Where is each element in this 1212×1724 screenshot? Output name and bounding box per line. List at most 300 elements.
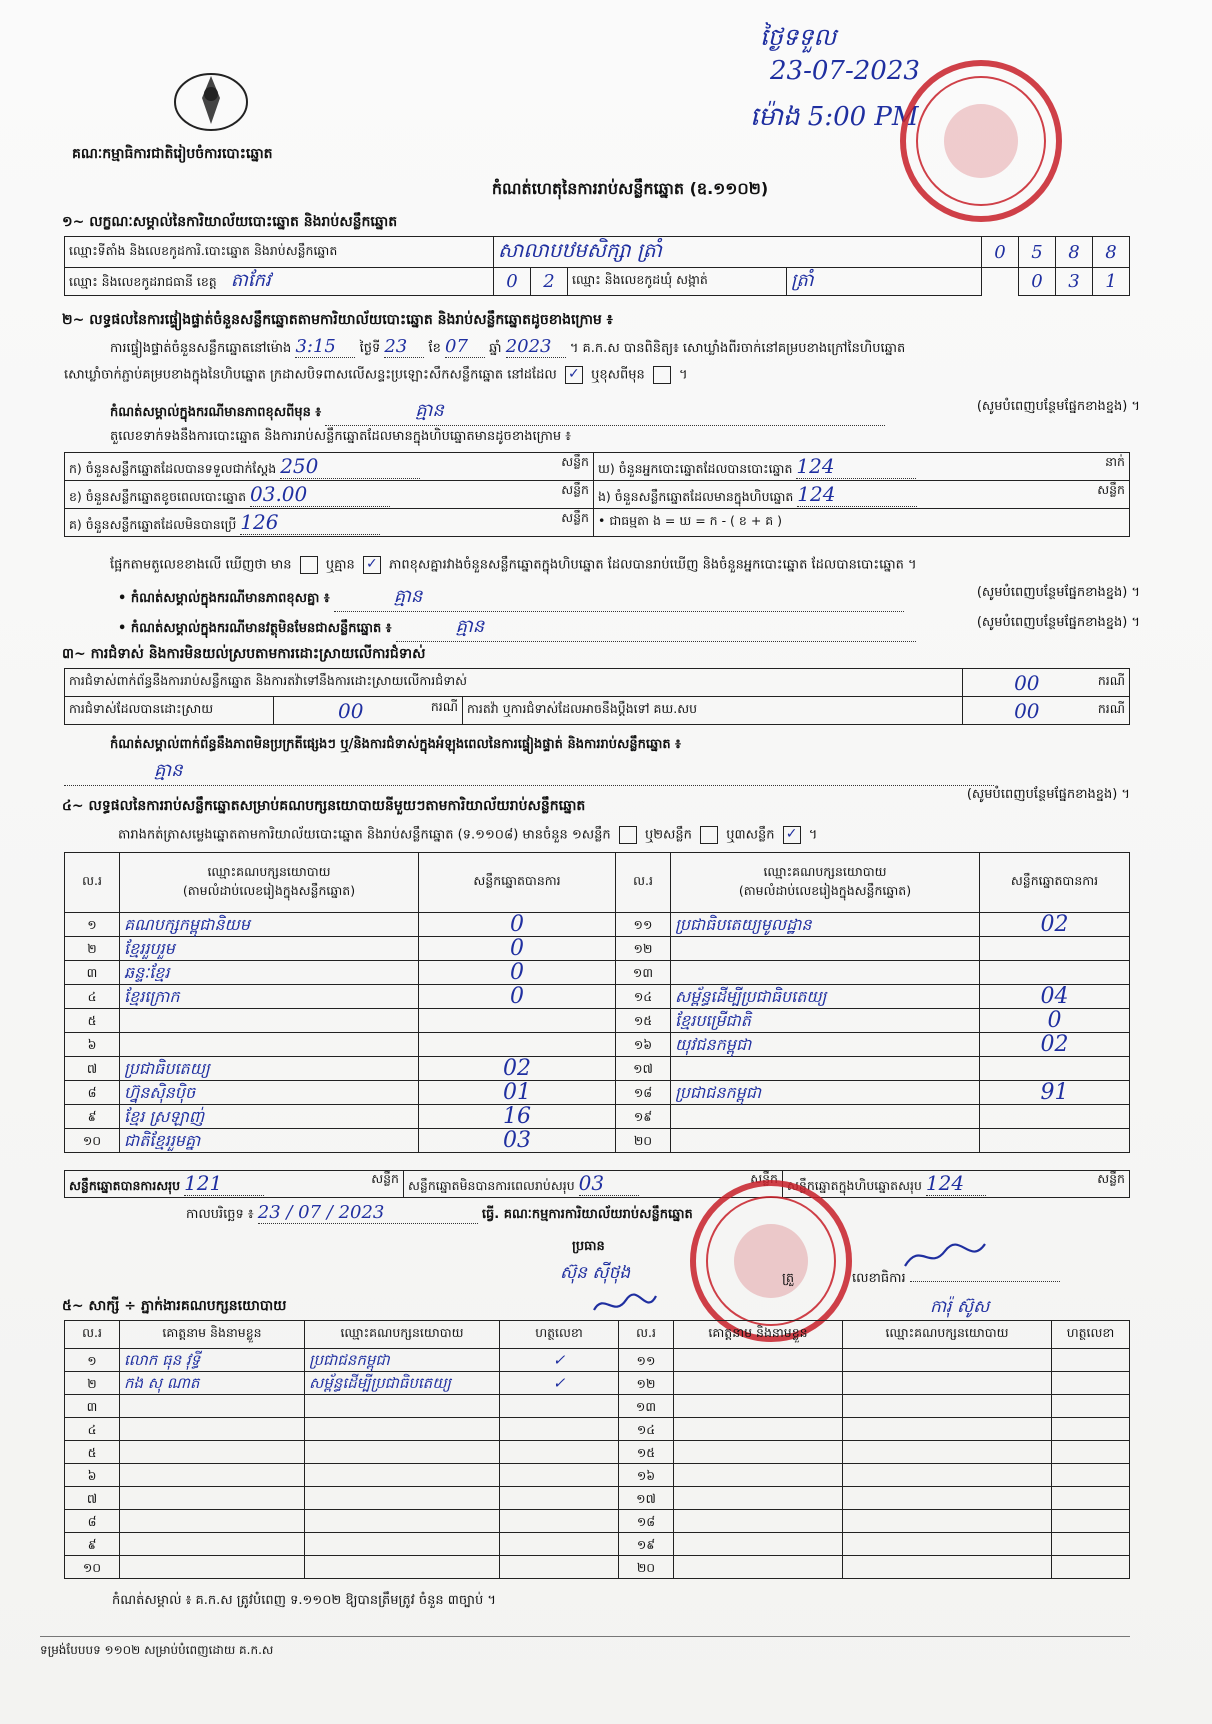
row-number: ១៧ bbox=[619, 1487, 674, 1510]
note-1-value: គ្មាន bbox=[325, 398, 885, 426]
col-sign: ហត្ថលេខា bbox=[500, 1321, 619, 1349]
party-name: ខ្មែរក្រោក bbox=[120, 985, 419, 1009]
party-name: ខ្មែរ ស្រឡាញ់ bbox=[120, 1105, 419, 1129]
ballots-received-label: ក) ចំនួនសន្លឹកឆ្នោតដែលបានទទួលជាក់ស្ដែង bbox=[69, 460, 277, 476]
row-number: ១៩ bbox=[619, 1533, 674, 1556]
total-valid-cell bbox=[65, 1171, 404, 1198]
vote-count bbox=[980, 937, 1130, 961]
total-box-value: 124 bbox=[926, 1171, 986, 1196]
row-number: ១៥ bbox=[616, 1009, 671, 1033]
voters-cell bbox=[594, 453, 1130, 481]
witness-party bbox=[305, 1395, 500, 1418]
intro-text: តារាងកត់ត្រាសម្លេងឆ្នោតតាមការិយាល័យបោះឆ្នោត និងរាប់សន្លឹកឆ្នោត (ទ.១១០៨) មានចំនួន ១សន្លឹក bbox=[118, 827, 611, 843]
spoiled-cell bbox=[65, 481, 594, 509]
table-row bbox=[65, 1105, 1130, 1129]
witness-signature bbox=[500, 1464, 619, 1487]
witness-signature bbox=[1052, 1510, 1130, 1533]
row-number: ៩ bbox=[65, 1533, 120, 1556]
in-box-value: 124 bbox=[797, 482, 917, 507]
witness-name bbox=[674, 1418, 843, 1441]
note-3-label: • កំណត់សម្គាល់ក្នុងករណីមានវត្ថុមិនមែនជាសន្លឹកឆ្នោត ៖ bbox=[118, 621, 392, 636]
witness-signature bbox=[500, 1510, 619, 1533]
party-name: ខ្មែរបម្រើជាតិ bbox=[671, 1009, 980, 1033]
witness-signature bbox=[1052, 1487, 1130, 1510]
witness-name bbox=[120, 1464, 305, 1487]
table-row bbox=[65, 985, 1130, 1009]
unit-sheet: សន្លឹក bbox=[561, 481, 589, 497]
table-row bbox=[65, 1487, 1130, 1510]
vote-count bbox=[980, 1105, 1130, 1129]
one-sheet-checkbox[interactable] bbox=[619, 826, 637, 844]
row-number: ១ bbox=[65, 913, 120, 937]
has-discrepancy-checkbox[interactable] bbox=[300, 556, 318, 574]
voters-value: 124 bbox=[796, 454, 916, 479]
table-row bbox=[65, 937, 1130, 961]
unit-sheet: សន្លឹក bbox=[1097, 481, 1125, 497]
witness-party bbox=[843, 1418, 1052, 1441]
section-1-heading: ១~ លក្ខណៈសម្គាល់នៃការិយាល័យបោះឆ្នោត និងរាប់សន្លឹកឆ្នោត bbox=[62, 214, 398, 230]
station-code-digit: 0 bbox=[982, 237, 1019, 268]
table-row bbox=[65, 1464, 1130, 1487]
section-2-para-3: តួលេខទាក់ទងនឹងការបោះឆ្នោត និងការរាប់សន្លឹកឆ្នោតដែលមានក្នុងហិបឆ្នោតមានដូចខាងក្រោម ៖ bbox=[110, 429, 571, 444]
row-number: ១១ bbox=[616, 913, 671, 937]
witness-name bbox=[674, 1349, 843, 1372]
signing-date-line bbox=[186, 1202, 693, 1225]
received-time: ម៉ោង 5:00 PM bbox=[750, 102, 919, 132]
witness-party bbox=[843, 1349, 1052, 1372]
row-number: ១៣ bbox=[619, 1395, 674, 1418]
witness-party bbox=[843, 1510, 1052, 1533]
total-valid-value: 121 bbox=[184, 1171, 264, 1196]
p4-text: ភាពខុសគ្នារវាងចំនួនសន្លឹកឆ្នោតក្នុងហិបឆ្នោត ដែលបានរាប់ឃើញ និងចំនួនអ្នកបោះឆ្នោត ដែលបានបោះឆ្នោត ។ bbox=[389, 557, 917, 573]
witness-name bbox=[120, 1487, 305, 1510]
complaints-table bbox=[64, 668, 1130, 725]
total-box-label: សន្លឹកឆ្នោតក្នុងហិបឆ្នោតសរុប bbox=[787, 1178, 922, 1193]
note-1-label: កំណត់សម្គាល់ក្នុងករណីមានភាពខុសពីមុន ៖ bbox=[110, 405, 322, 420]
resolved-label: ការជំទាស់ដែលបានដោះស្រាយ bbox=[65, 697, 274, 725]
footer-note: កំណត់សម្គាល់ ៖ គ.ក.ស ត្រូវបំពេញ ទ.១១០២ ឱ្យបានត្រឹមត្រូវ ចំនួន ៣ច្បាប់ ។ bbox=[112, 1593, 496, 1608]
witness-signature bbox=[500, 1556, 619, 1579]
official-seal-bottom bbox=[690, 1180, 852, 1342]
nec-emblem-icon bbox=[168, 64, 254, 134]
row-number: ១៤ bbox=[619, 1418, 674, 1441]
party-name bbox=[671, 1105, 980, 1129]
row-number: ១០ bbox=[65, 1129, 120, 1153]
party-name bbox=[671, 1057, 980, 1081]
unit-sheet: សន្លឹក bbox=[750, 1171, 778, 1186]
row-number: ៥ bbox=[65, 1441, 120, 1464]
opt2-text: ឬ២សន្លឹក bbox=[644, 827, 692, 843]
fill-hint: (សូមបំពេញបន្ថែមផ្នែកខាងខ្នង) ។ bbox=[976, 585, 1140, 600]
p1-text: ថ្ងៃទី bbox=[359, 341, 381, 356]
row-number: ៧ bbox=[65, 1487, 120, 1510]
vote-count: 04 bbox=[980, 985, 1130, 1009]
witness-signature bbox=[1052, 1441, 1130, 1464]
province-code-digit: 0 bbox=[494, 268, 531, 296]
col-name: គោត្តនាម និងនាមខ្លួន bbox=[674, 1321, 843, 1349]
committee-label: ធ្វើ. គណៈកម្មការការិយាល័យរាប់សន្លឹកឆ្នោត bbox=[481, 1207, 693, 1222]
secretary-label: លេខាធិការ bbox=[852, 1271, 906, 1286]
col-party: ឈ្មោះគណបក្សនយោបាយ bbox=[843, 1321, 1052, 1349]
witness-signature bbox=[1052, 1349, 1130, 1372]
witness-signature bbox=[500, 1487, 619, 1510]
vote-count bbox=[980, 961, 1130, 985]
province-label-text: ឈ្មោះ និងលេខកូដរាជធានី ខេត្ត bbox=[69, 274, 217, 289]
commune-code-digit: 3 bbox=[1056, 268, 1093, 296]
vote-count: 0 bbox=[419, 937, 616, 961]
form-code: ទម្រង់បែបបទ ១១០២ សម្រាប់បំពេញដោយ គ.ក.ស bbox=[40, 1643, 274, 1657]
row-number: ១៤ bbox=[616, 985, 671, 1009]
witness-party: សម្ព័ន្ធដើម្បីប្រជាធិបតេយ្យ bbox=[305, 1372, 500, 1395]
witness-name bbox=[120, 1556, 305, 1579]
witness-signature bbox=[1052, 1464, 1130, 1487]
col-no: ល.រ bbox=[65, 853, 120, 913]
in-box-cell bbox=[594, 481, 1130, 509]
witness-name bbox=[674, 1556, 843, 1579]
province-name: តាកែវ bbox=[230, 270, 271, 291]
row-number: ១៥ bbox=[619, 1441, 674, 1464]
total-valid-label: សន្លឹកឆ្នោតបានការសរុប bbox=[69, 1178, 181, 1193]
witness-signature bbox=[500, 1418, 619, 1441]
province-code-digit: 2 bbox=[531, 268, 568, 296]
official-seal-top bbox=[900, 60, 1062, 222]
witness-party bbox=[843, 1372, 1052, 1395]
witness-party bbox=[305, 1556, 500, 1579]
col-votes: សន្លឹកឆ្នោតបានការ bbox=[419, 853, 616, 913]
discrepancy-line bbox=[110, 556, 1140, 576]
opt3-text: ឬ៣សន្លឹក bbox=[726, 827, 775, 843]
row-number: ១២ bbox=[616, 937, 671, 961]
verify-day: 23 bbox=[384, 336, 424, 358]
witness-name: កង សុ ណាត bbox=[120, 1372, 305, 1395]
fill-hint: (សូមបំពេញបន្ថែមផ្នែកខាងខ្នង) ។ bbox=[976, 399, 1140, 414]
table-row bbox=[65, 961, 1130, 985]
complaints-label: ការជំទាស់ពាក់ព័ន្ធនឹងការរាប់សន្លឹកឆ្នោត និងការតវ៉ាទៅនឹងការដោះស្រាយលើការជំទាស់ bbox=[65, 669, 963, 697]
table-row bbox=[65, 1349, 1130, 1372]
p2-or-text: ឬខុសពីមុន bbox=[591, 367, 645, 383]
station-name: សាលាបឋមសិក្សា ត្រាំ bbox=[494, 237, 982, 268]
party-name bbox=[671, 937, 980, 961]
in-box-label: ង) ចំនួនសន្លឹកឆ្នោតដែលមានក្នុងហិបឆ្នោត bbox=[598, 488, 794, 504]
row-number: ១៨ bbox=[619, 1510, 674, 1533]
note-2-label: • កំណត់សម្គាល់ក្នុងករណីមានភាពខុសគ្នា ៖ bbox=[118, 591, 330, 606]
station-table bbox=[64, 236, 1130, 296]
vote-count: 03 bbox=[419, 1129, 616, 1153]
p4-text: ឬគ្មាន bbox=[325, 557, 355, 573]
witness-signature bbox=[1052, 1395, 1130, 1418]
p2-text: សោឃ្លាំចាក់ភ្ជាប់គម្របខាងក្នុងនៃហិបឆ្នោត ក្រដាសបិទពាសលើសន្ទះប្រឡោះសឹកសន្លឹកឆ្នោត នៅដដែល bbox=[64, 367, 557, 383]
section-4-heading: ៤~ លទ្ធផលនៃការរាប់សន្លឹកឆ្នោតសម្រាប់គណបក្សនយោបាយនីមួយៗតាមការិយាល័យរាប់សន្លឹកឆ្នោត bbox=[62, 798, 586, 814]
col-party bbox=[120, 853, 419, 913]
date-label: កាលបរិច្ឆេទ ៖ bbox=[186, 1207, 254, 1222]
witness-party bbox=[305, 1464, 500, 1487]
row-number: ១៨ bbox=[616, 1081, 671, 1105]
table-row bbox=[65, 1395, 1130, 1418]
vote-count bbox=[980, 1057, 1130, 1081]
row-number: ៥ bbox=[65, 1009, 120, 1033]
witness-party bbox=[305, 1487, 500, 1510]
two-sheet-checkbox[interactable] bbox=[700, 826, 718, 844]
witness-signature bbox=[1052, 1372, 1130, 1395]
voters-label: ឃ) ចំនួនអ្នកបោះឆ្នោតដែលបានបោះឆ្នោត bbox=[598, 460, 793, 476]
witness-name: លោក ធុន វុទ្ធី bbox=[120, 1349, 305, 1372]
witness-name bbox=[120, 1533, 305, 1556]
row-number: ១៦ bbox=[619, 1464, 674, 1487]
note-1-line bbox=[110, 398, 1140, 426]
col-no: ល.រ bbox=[619, 1321, 674, 1349]
vote-count bbox=[980, 1129, 1130, 1153]
witness-name bbox=[674, 1533, 843, 1556]
chair-signature-icon bbox=[590, 1290, 660, 1320]
same-checkbox[interactable]: ✓ bbox=[565, 366, 583, 384]
vote-count: 0 bbox=[980, 1009, 1130, 1033]
witness-name bbox=[674, 1395, 843, 1418]
row-number: ១៩ bbox=[616, 1105, 671, 1129]
witness-signature bbox=[500, 1395, 619, 1418]
row-number: ៨ bbox=[65, 1510, 120, 1533]
table-row bbox=[65, 1009, 1130, 1033]
unit-case: ករណី bbox=[1091, 697, 1130, 725]
party-name: យុវជនកម្ពុជា bbox=[671, 1033, 980, 1057]
witness-party bbox=[843, 1441, 1052, 1464]
org-name: គណៈកម្មាធិការជាតិរៀបចំការបោះឆ្នោត bbox=[72, 146, 273, 162]
station-code-digit: 8 bbox=[1056, 237, 1093, 268]
party-name: ខ្មែររួបរួម bbox=[120, 937, 419, 961]
unit-sheet: សន្លឹក bbox=[371, 1171, 399, 1186]
party-name: ជាតិខ្មែររួមគ្នា bbox=[120, 1129, 419, 1153]
witness-name bbox=[120, 1395, 305, 1418]
col-party-sub: (តាមលំដាប់លេខរៀងក្នុងសន្លឹកឆ្នោត) bbox=[738, 882, 912, 898]
party-name bbox=[671, 961, 980, 985]
p1-text: ខែ bbox=[428, 341, 441, 356]
table-row bbox=[65, 1556, 1130, 1579]
table-row bbox=[65, 1418, 1130, 1441]
vote-count: 0 bbox=[419, 985, 616, 1009]
note-3-line bbox=[118, 614, 1140, 642]
unit-person: នាក់ bbox=[1105, 453, 1125, 469]
party-name: ហ្វ៊ុនស៊ិនប៉ិច bbox=[120, 1081, 419, 1105]
verify-month: 07 bbox=[445, 336, 485, 358]
formula: • ជាធម្មតា ង = ឃ = ក - ( ខ + គ ) bbox=[594, 509, 1130, 537]
unit-case: ករណី bbox=[430, 698, 458, 714]
col-party bbox=[671, 853, 980, 913]
totals-table bbox=[64, 1170, 1130, 1198]
row-number: ២ bbox=[65, 1372, 120, 1395]
witness-name bbox=[120, 1441, 305, 1464]
row-number: ១០ bbox=[65, 1556, 120, 1579]
resolved-cell bbox=[274, 697, 463, 725]
party-name: ប្រជាធិបតេយ្យ bbox=[120, 1057, 419, 1081]
vote-count bbox=[419, 1009, 616, 1033]
total-invalid-label: សន្លឹកឆ្នោតមិនបានការពេលរាប់សរុប bbox=[408, 1178, 575, 1193]
unused-value: 126 bbox=[240, 510, 380, 535]
commune-name: ត្រាំ bbox=[787, 268, 982, 296]
witness-signature: ✓ bbox=[500, 1372, 619, 1395]
table-row bbox=[65, 1081, 1130, 1105]
witness-name bbox=[120, 1510, 305, 1533]
table-row bbox=[65, 1441, 1130, 1464]
witness-name bbox=[120, 1418, 305, 1441]
sec3-note-label: កំណត់សម្គាល់ពាក់ព័ន្ធនឹងភាពមិនប្រក្រតីផ្សេងៗ ឬ/និងការជំទាស់ក្នុងអំឡុងពេលនៃការផ្ទៀងផ្ទាត់ និងការរាប់សន្លឹកឆ្នោត ៖ bbox=[110, 737, 681, 752]
witness-name bbox=[674, 1487, 843, 1510]
station-code-digit: 5 bbox=[1019, 237, 1056, 268]
p1-text: ។ គ.ក.ស បានពិនិត្យ៖ សោឃ្លាំងពីរចាក់នៅគម្របខាងក្រៅនៃហិបឆ្នោត bbox=[569, 341, 906, 356]
col-party: ឈ្មោះគណបក្សនយោបាយ bbox=[305, 1321, 500, 1349]
row-number: ៤ bbox=[65, 985, 120, 1009]
row-number: ១២ bbox=[619, 1372, 674, 1395]
ballots-received-value: 250 bbox=[280, 454, 420, 479]
witness-party bbox=[305, 1510, 500, 1533]
witness-party: ប្រជាជនកម្ពុជា bbox=[305, 1349, 500, 1372]
col-name: គោត្តនាម និងនាមខ្លួន bbox=[120, 1321, 305, 1349]
table-row bbox=[65, 1533, 1130, 1556]
table-row bbox=[65, 1033, 1130, 1057]
row-number: ១ bbox=[65, 1349, 120, 1372]
vote-count: 02 bbox=[419, 1057, 616, 1081]
page-title: កំណត់ហេតុនៃការរាប់សន្លឹកឆ្នោត (ឧ.១១០២) bbox=[491, 179, 769, 198]
received-date: 23-07-2023 bbox=[770, 56, 920, 86]
row-number: ៣ bbox=[65, 1395, 120, 1418]
date-value: 23 / 07 / 2023 bbox=[258, 1202, 478, 1224]
unit-sheet: សន្លឹក bbox=[561, 453, 589, 469]
col-party-title: ឈ្មោះគណបក្សនយោបាយ bbox=[763, 863, 887, 879]
row-number: ១១ bbox=[619, 1349, 674, 1372]
witness-signature: ✓ bbox=[500, 1349, 619, 1372]
party-name: ប្រជាជនកម្ពុជា bbox=[671, 1081, 980, 1105]
witness-party bbox=[305, 1533, 500, 1556]
party-name: ឆន្ទៈខ្មែរ bbox=[120, 961, 419, 985]
party-name: ប្រជាធិបតេយ្យមូលដ្ឋាន bbox=[671, 913, 980, 937]
unused-label: គ) ចំនួនសន្លឹកឆ្នោតដែលមិនបានប្រើ bbox=[69, 516, 237, 532]
col-no: ល.រ bbox=[65, 1321, 120, 1349]
col-sign: ហត្ថលេខា bbox=[1052, 1321, 1130, 1349]
unused-cell bbox=[65, 509, 594, 537]
spoiled-label: ខ) ចំនួនសន្លឹកឆ្នោតខូចពេលបោះឆ្នោត bbox=[69, 488, 247, 504]
ballot-figures-table bbox=[64, 452, 1130, 537]
member-label: ត្រួ bbox=[782, 1271, 795, 1286]
vote-count: 0 bbox=[419, 913, 616, 937]
no-discrepancy-checkbox[interactable]: ✓ bbox=[363, 556, 381, 574]
row-number: ២០ bbox=[619, 1556, 674, 1579]
witness-party bbox=[843, 1487, 1052, 1510]
verify-time: 3:15 bbox=[295, 336, 355, 358]
note-2-line bbox=[118, 584, 1140, 612]
col-party-title: ឈ្មោះគណបក្សនយោបាយ bbox=[207, 863, 331, 879]
vote-count: 91 bbox=[980, 1081, 1130, 1105]
row-number: ៦ bbox=[65, 1033, 120, 1057]
witness-party bbox=[843, 1395, 1052, 1418]
p4-text: ផ្អែកតាមតួលេខខាងលើ ឃើញថា មាន bbox=[110, 557, 292, 573]
party-name: សម្ព័ន្ធដើម្បីប្រជាធិបតេយ្យ bbox=[671, 985, 980, 1009]
resolved-value: 00 bbox=[338, 698, 364, 723]
witness-name bbox=[674, 1464, 843, 1487]
unit-sheet: សន្លឹក bbox=[561, 509, 589, 525]
witness-party bbox=[843, 1464, 1052, 1487]
station-code-digit: 8 bbox=[1093, 237, 1130, 268]
p1-text: ឆ្នាំ bbox=[489, 341, 502, 356]
fill-hint: (សូមបំពេញបន្ថែមផ្នែកខាងខ្នង) ។ bbox=[976, 615, 1140, 630]
vote-count bbox=[419, 1033, 616, 1057]
results-table bbox=[64, 852, 1130, 1153]
appeal-value: 00 bbox=[962, 697, 1091, 725]
row-number: ៨ bbox=[65, 1081, 120, 1105]
vote-count: 0 bbox=[419, 961, 616, 985]
table-row bbox=[65, 913, 1130, 937]
ballots-received-cell bbox=[65, 453, 594, 481]
vote-count: 02 bbox=[980, 1033, 1130, 1057]
unit-case: ករណី bbox=[1091, 669, 1130, 697]
col-votes: សន្លឹកឆ្នោតបានការ bbox=[980, 853, 1130, 913]
note-3-value: គ្មាន bbox=[396, 614, 916, 642]
row-number: ៦ bbox=[65, 1464, 120, 1487]
col-party-sub: (តាមលំដាប់លេខរៀងក្នុងសន្លឹកឆ្នោត) bbox=[182, 882, 356, 898]
section-2-para-1 bbox=[110, 336, 1140, 359]
witness-party bbox=[843, 1556, 1052, 1579]
row-number: ២០ bbox=[616, 1129, 671, 1153]
party-name bbox=[120, 1033, 419, 1057]
section-2-heading: ២~ លទ្ធផលនៃការផ្ទៀងផ្ទាត់ចំនួនសន្លឹកឆ្នោតតាមការិយាល័យបោះឆ្នោត និងរាប់សន្លឹកឆ្នោតដូចខាងក្រោម ៖ bbox=[62, 312, 613, 328]
unit-sheet: សន្លឹក bbox=[1097, 1171, 1125, 1186]
table-row bbox=[65, 1129, 1130, 1153]
witness-party bbox=[305, 1441, 500, 1464]
received-label: ថ្ងៃទទួល bbox=[760, 23, 837, 51]
province-label bbox=[65, 268, 494, 296]
complaints-value: 00 bbox=[962, 669, 1091, 697]
chair-label: ប្រធាន bbox=[572, 1239, 605, 1254]
secretary-name: ការ៉ុ ស៊ូស bbox=[930, 1297, 990, 1317]
secretary-signature-icon bbox=[900, 1236, 990, 1276]
table-row bbox=[65, 1057, 1130, 1081]
vote-count: 01 bbox=[419, 1081, 616, 1105]
witness-name bbox=[674, 1372, 843, 1395]
row-number: ១៧ bbox=[616, 1057, 671, 1081]
row-number: ១៣ bbox=[616, 961, 671, 985]
witness-signature bbox=[1052, 1418, 1130, 1441]
party-name: គណបក្សកម្ពុជានិយម bbox=[120, 913, 419, 937]
witness-signature bbox=[1052, 1533, 1130, 1556]
three-sheet-checkbox[interactable]: ✓ bbox=[783, 826, 801, 844]
row-number: ៣ bbox=[65, 961, 120, 985]
witness-party bbox=[305, 1418, 500, 1441]
col-no: ល.រ bbox=[616, 853, 671, 913]
changed-checkbox[interactable] bbox=[653, 366, 671, 384]
commune-label: ឈ្មោះ និងលេខកូដឃុំ សង្កាត់ bbox=[568, 268, 787, 296]
witness-signature bbox=[1052, 1556, 1130, 1579]
witness-signature bbox=[500, 1533, 619, 1556]
p1-text: ការផ្ទៀងផ្ទាត់ចំនួនសន្លឹកឆ្នោតនៅម៉ោង bbox=[110, 341, 292, 356]
table-row bbox=[65, 1510, 1130, 1533]
section-2-para-2: សោឃ្លាំចាក់ភ្ជាប់គម្របខាងក្នុងនៃហិបឆ្នោត ក្រដាសបិទពាសលើសន្ទះប្រឡោះសឹកសន្លឹកឆ្នោត នៅដដែល ✓ ឬខុសពីមុន ។ bbox=[64, 366, 688, 383]
appeal-label: ការតវ៉ា ឬការជំទាស់ដែលអាចនឹងប្តឹងទៅ គឃ.សប bbox=[463, 697, 963, 725]
witness-signature bbox=[500, 1441, 619, 1464]
note-2-value: គ្មាន bbox=[334, 584, 904, 612]
spoiled-value: 03.00 bbox=[250, 482, 390, 507]
row-number: ១៦ bbox=[616, 1033, 671, 1057]
commune-code-digit: 1 bbox=[1093, 268, 1130, 296]
row-number: ៧ bbox=[65, 1057, 120, 1081]
total-invalid-value: 03 bbox=[579, 1171, 639, 1196]
total-box-cell bbox=[783, 1171, 1130, 1198]
row-number: ៩ bbox=[65, 1105, 120, 1129]
station-label: ឈ្មោះទីតាំង និងលេខកូដការិ.បោះឆ្នោត និងរាប់សន្លឹកឆ្នោត bbox=[65, 237, 494, 268]
row-number: ២ bbox=[65, 937, 120, 961]
witness-party bbox=[843, 1533, 1052, 1556]
section-3-heading: ៣~ ការជំទាស់ និងការមិនយល់ស្របតាមការដោះស្រាយលើការជំទាស់ bbox=[62, 646, 426, 662]
witness-name bbox=[674, 1441, 843, 1464]
fill-hint: (សូមបំពេញបន្ថែមផ្នែកខាងខ្នង) ។ bbox=[966, 787, 1130, 802]
chair-name: ស៊ុន ស៊ីថុង bbox=[560, 1263, 631, 1283]
verify-year: 2023 bbox=[506, 336, 566, 358]
